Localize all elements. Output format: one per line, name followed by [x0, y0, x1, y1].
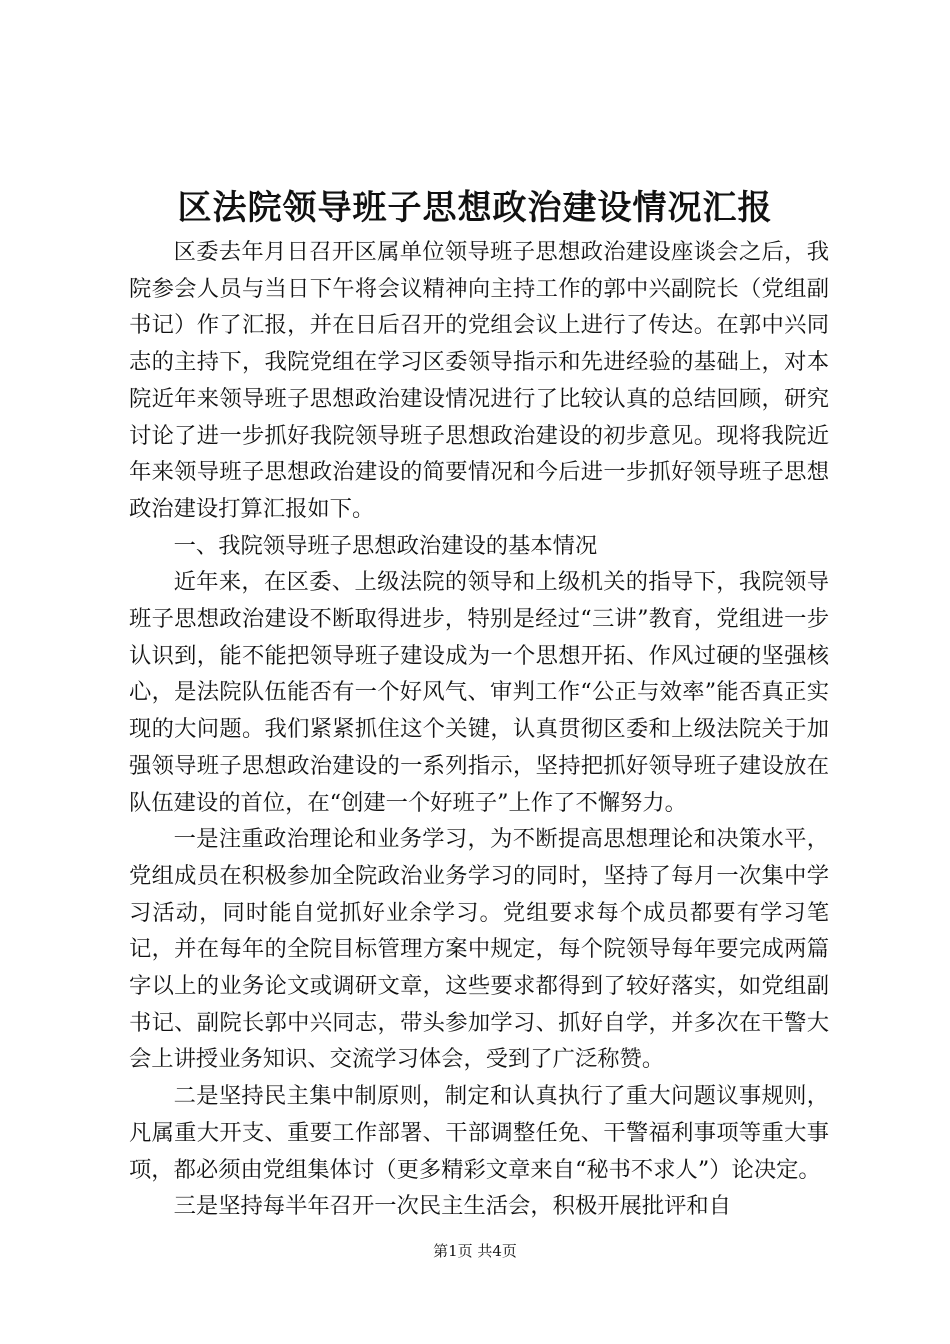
paragraph-intro: 区委去年月日召开区属单位领导班子思想政治建设座谈会之后，我院参会人员与当日下午将会议精神向主持工作的郭中兴副院长（党组副书记）作了汇报，并在日后召开的党组会议上进行了传达。在郭中兴同志的主持下，我院党组在学习区委领导指示和先进经验的基础上，对本院近年来领导班子思想政治建设情况进行了比较认真的总结回顾，研究讨论了进一步抓好我院领导班子思想政治建设的初步意见。现将我院近年来领导班子思想政治建设的简要情况和今后进一步抓好领导班子思想政治建设打算汇报如下。: [129, 239, 829, 522]
document-body: [129, 234, 829, 1225]
paragraph-overview: 近年来，在区委、上级法院的领导和上级机关的指导下，我院领导班子思想政治建设不断取得进步，特别是经过“三讲”教育，党组进一步认识到，能不能把领导班子建设成为一个思想开拓、作风过硬的坚强核心，是法院队伍能否有一个好风气、审判工作“公正与效率”能否真正实现的大问题。我们紧紧抓住这个关键，认真贯彻区委和上级法院关于加强领导班子思想政治建设的一系列指示，坚持把抓好领导班子建设放在队伍建设的首位，在“创建一个好班子”上作了不懈努力。: [129, 569, 829, 816]
paragraph-point-two: 二是坚持民主集中制原则，制定和认真执行了重大问题议事规则，凡属重大开支、重要工作部署、干部调整任免、干警福利事项等重大事项，都必须由党组集体讨（更多精彩文章来自“秘书不求人”）论决定。: [129, 1083, 829, 1183]
page-footer: 第1页 共4页: [433, 1242, 517, 1260]
document-title: 区法院领导班子思想政治建设情况汇报: [177, 188, 773, 228]
paragraph-point-one: 一是注重政治理论和业务学习，为不断提高思想理论和决策水平，党组成员在积极参加全院政治业务学习的同时，坚持了每月一次集中学习活动，同时能自觉抓好业余学习。党组要求每个成员都要有学习笔记，并在每年的全院目标管理方案中规定，每个院领导每年要完成两篇字以上的业务论文或调研文章，这些要求都得到了较好落实，如党组副书记、副院长郭中兴同志，带头参加学习、抓好自学，并多次在干警大会上讲授业务知识、交流学习体会，受到了广泛称赞。: [129, 826, 829, 1073]
paragraph-point-three: 三是坚持每半年召开一次民主生活会，积极开展批评和自: [173, 1193, 732, 1220]
section-heading: 一、我院领导班子思想政治建设的基本情况: [173, 532, 598, 559]
